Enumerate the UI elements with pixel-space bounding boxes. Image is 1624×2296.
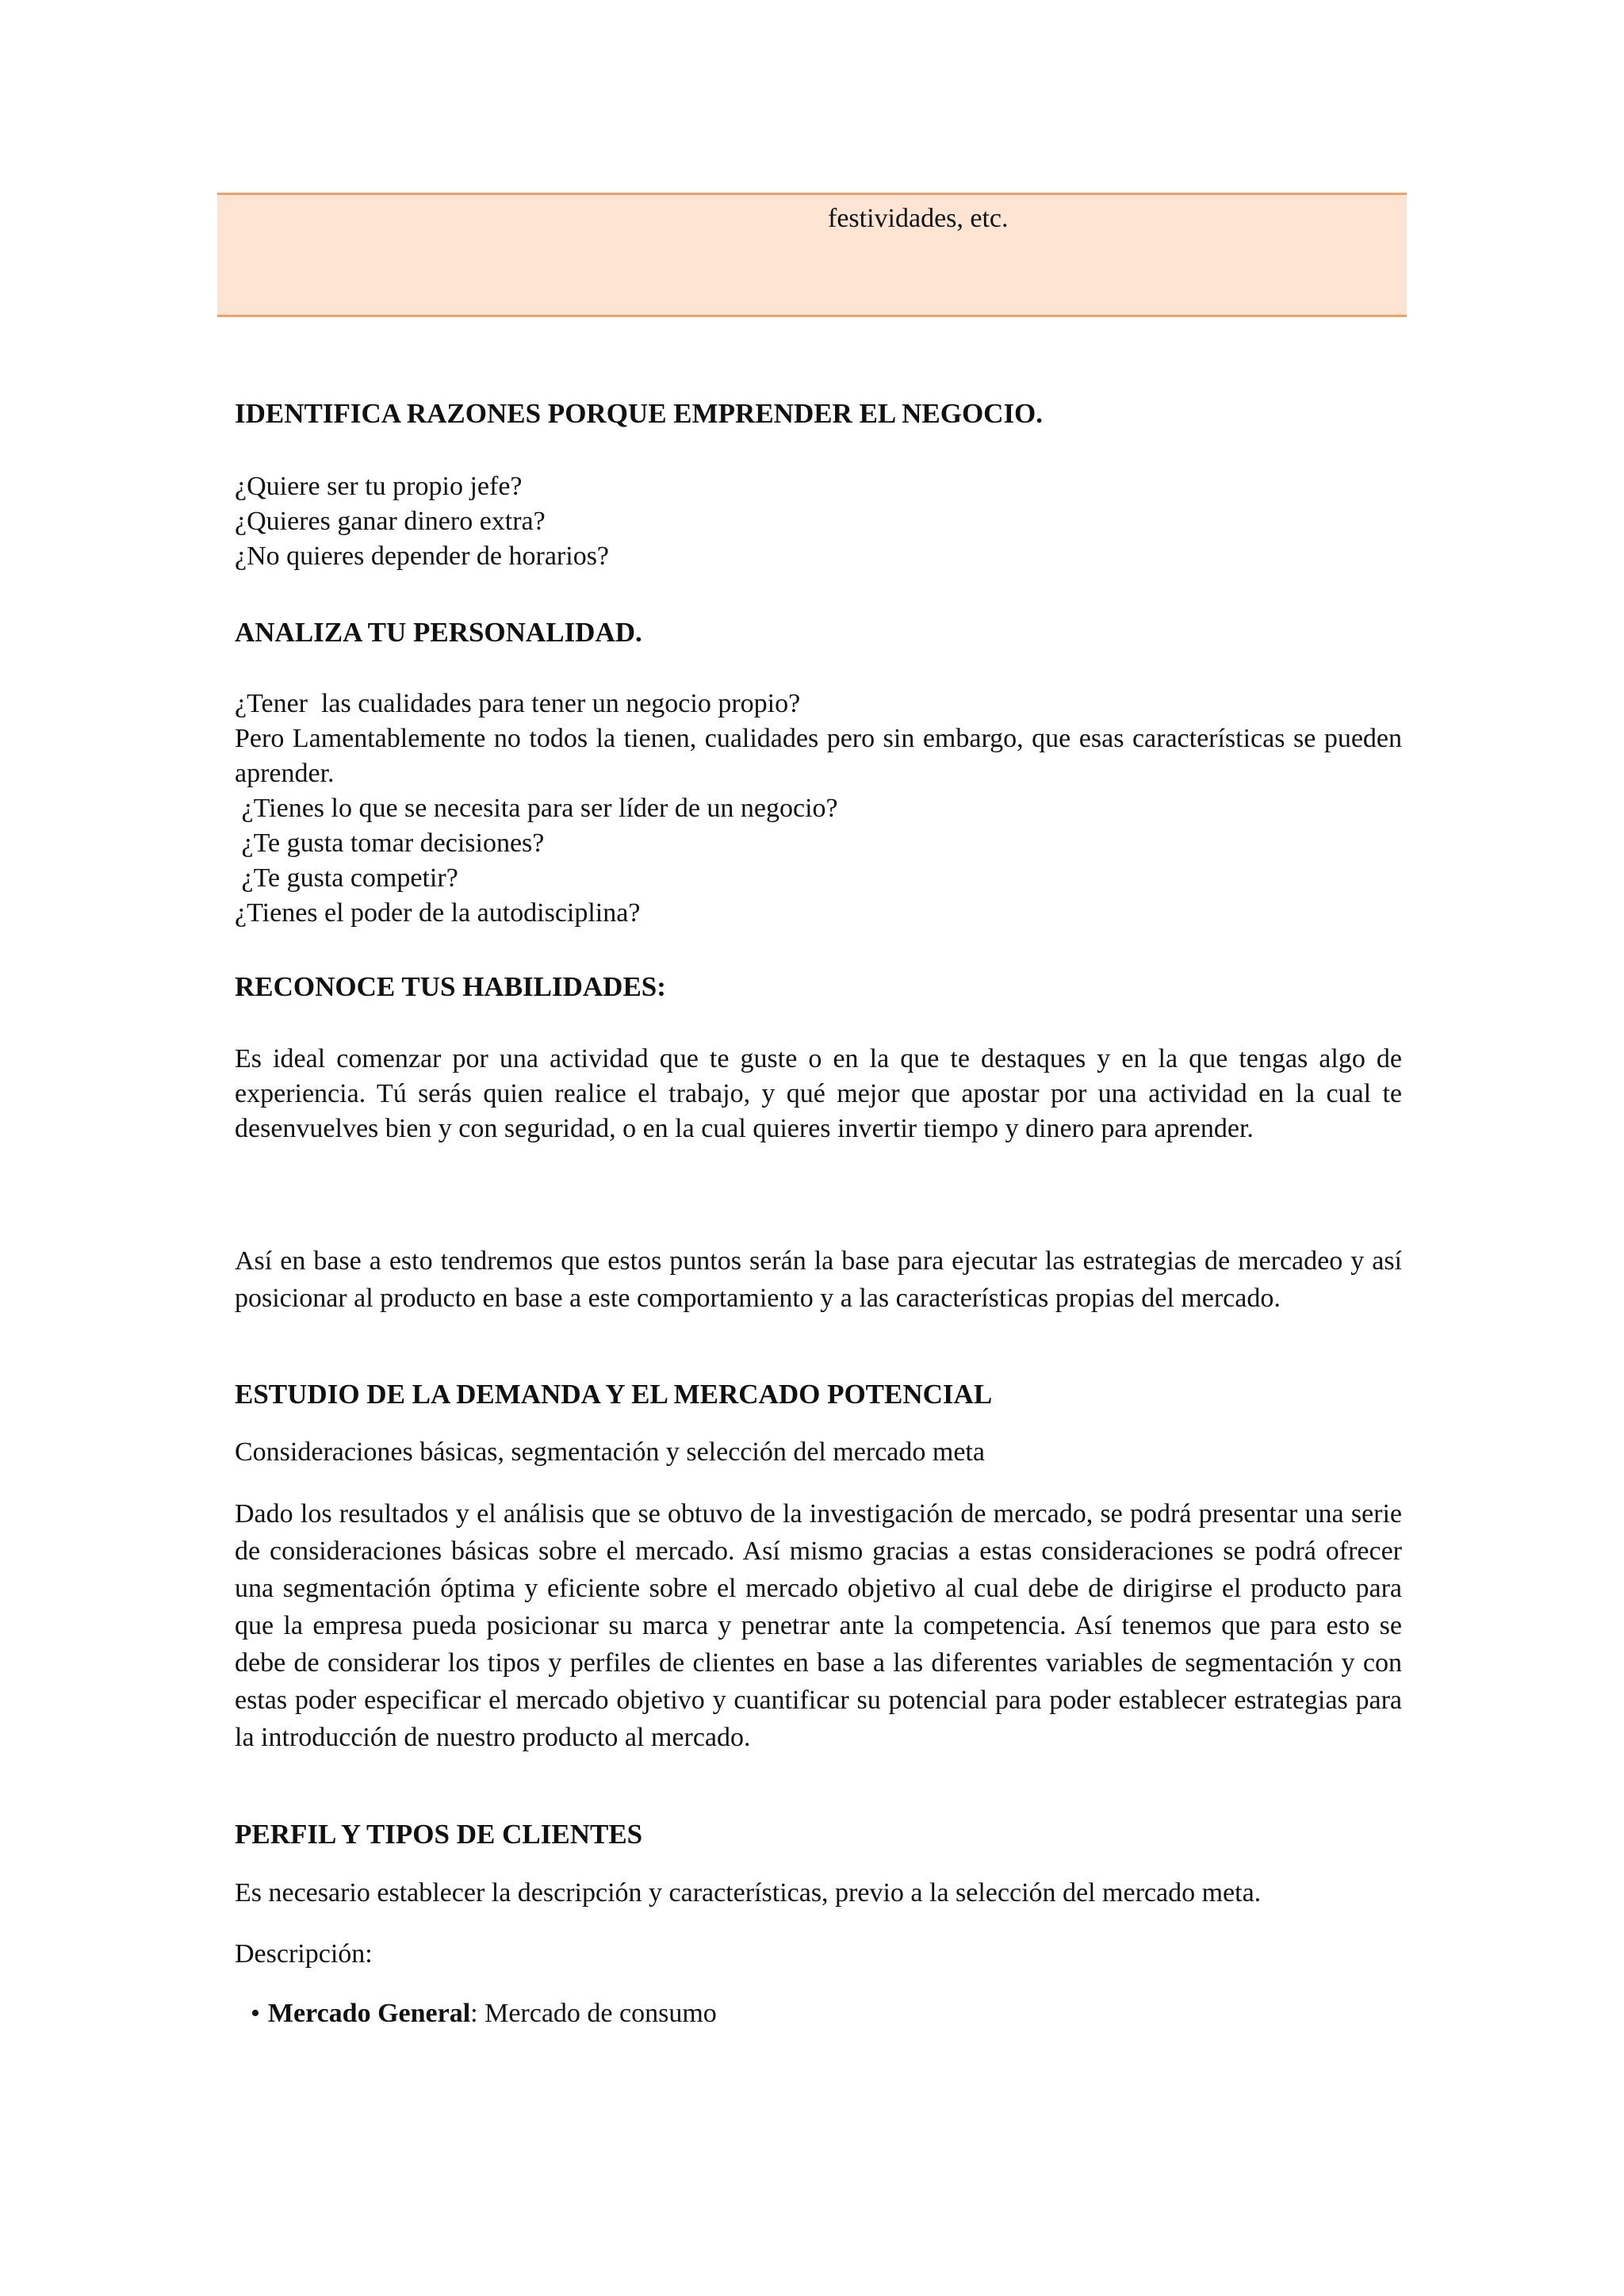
paragraph: Así en base a esto tendremos que estos puntos serán la base para ejecutar las estrategias de mercadeo y así posicionar al producto en base a este comportamiento y a las características propias del mercado. [235, 1246, 1402, 1313]
section-razones [235, 396, 1402, 431]
heading-personalidad: ANALIZA TU PERSONALIDAD. [235, 617, 642, 648]
paragraph: Dado los resultados y el análisis que se obtuvo de la investigación de mercado, se podrá presentar una serie de consideraciones básicas sobre el mercado. Así mismo gracias a estas consideraciones se podrá ofrecer una segmentación óptima y eficiente sobre el mercado objetivo al cual debe de dirigirse el producto para que la empresa pueda posicionar su marca y penetrar ante la competencia. Así tenemos que para esto se debe de considerar los tipos y perfiles de clientes en base a las diferentes variables de segmentación y con estas poder especificar el mercado objetivo y cuantificar su potencial para poder establecer estrategias para la introducción de nuestro producto al mercado. [235, 1499, 1402, 1752]
section-clientes [235, 1817, 1402, 1852]
demanda-paragraph [235, 1495, 1402, 1756]
question-line: ¿Tienes el poder de la autodisciplina? [235, 898, 641, 928]
section-personalidad [235, 615, 1402, 650]
bullet-term: Mercado General [267, 1999, 471, 2028]
paragraph: Pero Lamentablemente no todos la tienen, cualidades pero sin embargo, que esas características se pueden aprender. [235, 724, 1402, 788]
clientes-bullet-list [235, 1996, 1402, 2031]
section-habilidades [235, 970, 1402, 1004]
text-line: ¿Tener las cualidades para tener un negocio propio? [235, 689, 801, 718]
clientes-paragraph [235, 1876, 1402, 1911]
question-line: ¿Tienes lo que se necesita para ser líder de un negocio? [235, 794, 838, 823]
demanda-subtitle [235, 1435, 1402, 1470]
question-line: ¿Quieres ganar dinero extra? [235, 507, 546, 536]
bullet-icon: • [251, 1999, 260, 2028]
heading-demanda: ESTUDIO DE LA DEMANDA Y EL MERCADO POTENCIAL [235, 1379, 993, 1410]
personalidad-body [235, 687, 1402, 931]
razones-questions [235, 469, 1402, 574]
question-line: ¿Te gusta competir? [235, 863, 458, 893]
question-line: ¿No quieres depender de horarios? [235, 541, 610, 571]
section-demanda [235, 1377, 1402, 1412]
heading-clientes: PERFIL Y TIPOS DE CLIENTES [235, 1819, 643, 1850]
label: Descripción: [235, 1939, 373, 1969]
table-row-fragment [217, 193, 1407, 317]
paragraph: Es ideal comenzar por una actividad que te guste o en la que te destaques y en la que tengas algo de experiencia. Tú serás quien realice el trabajo, y qué mejor que apostar por una actividad en la cual te desenvuelves bien y con seguridad, o en la cual quieres invertir tiempo y dinero para aprender. [235, 1044, 1402, 1143]
heading-razones: IDENTIFICA RAZONES PORQUE EMPRENDER EL NEGOCIO. [235, 398, 1044, 429]
clientes-label [235, 1937, 1402, 1972]
heading-habilidades: RECONOCE TUS HABILIDADES: [235, 971, 666, 1002]
habilidades-paragraph-2 [235, 1242, 1402, 1317]
paragraph: Es necesario establecer la descripción y características, previo a la selección del mercado meta. [235, 1878, 1262, 1908]
subtitle: Consideraciones básicas, segmentación y selección del mercado meta [235, 1437, 985, 1467]
question-line: ¿Quiere ser tu propio jefe? [235, 472, 523, 501]
bullet-text: : Mercado de consumo [470, 1999, 717, 2028]
question-line: ¿Te gusta tomar decisiones? [235, 828, 545, 858]
habilidades-paragraph-1 [235, 1042, 1402, 1146]
table-cell-text: festividades, etc. [828, 204, 1009, 233]
list-item [235, 1996, 1402, 2031]
